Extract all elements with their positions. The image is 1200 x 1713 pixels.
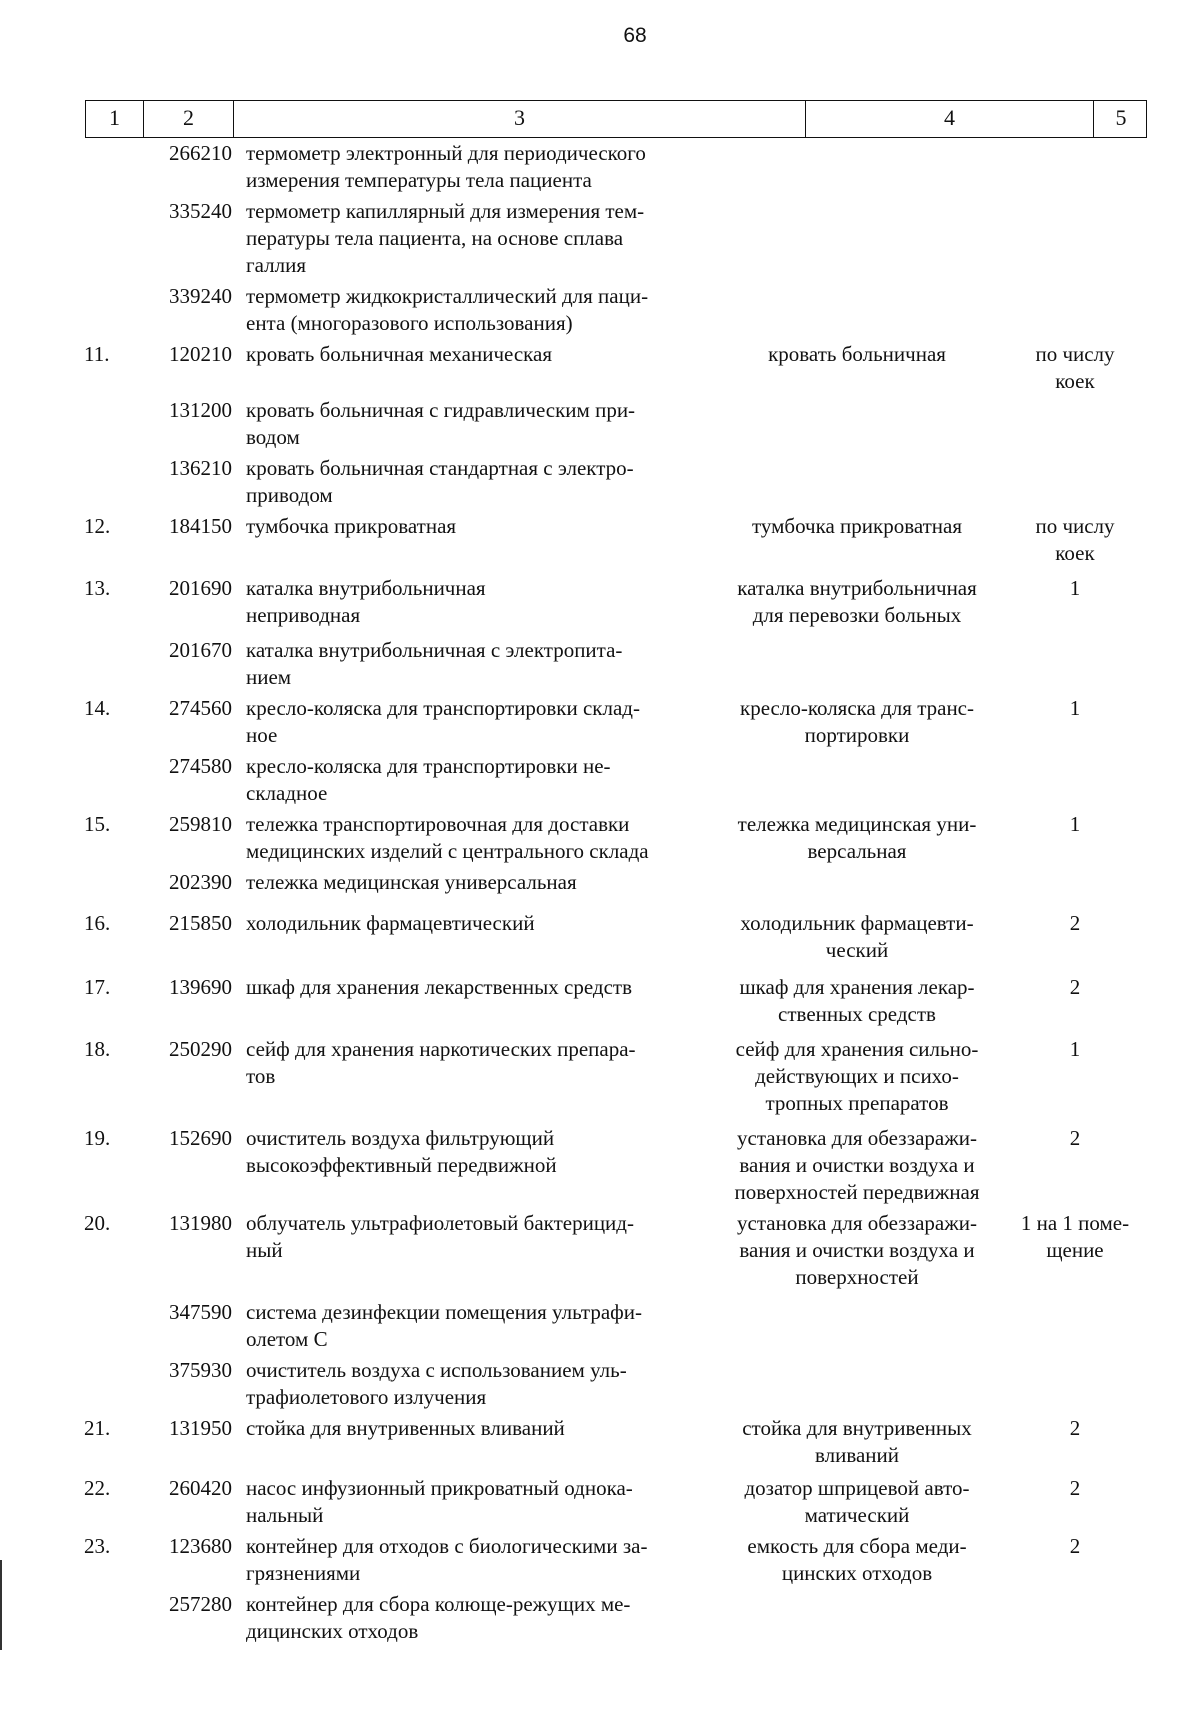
item-name [246,753,716,807]
item-type [712,1533,1002,1587]
item-code: 131200 [169,398,232,422]
item-quantity [1000,1036,1150,1063]
item-quantity [1000,695,1150,722]
header-col-2: 2 [144,101,234,137]
item-name-line: ента (многоразового использования) [246,311,573,335]
item-name-line: олетом С [246,1327,328,1351]
item-code: 131950 [169,1416,232,1440]
row-number: 18. [84,1037,111,1061]
table-row [0,1299,1200,1353]
item-type [712,513,1002,540]
item-quantity-line: 1 [1069,696,1081,720]
table-row [0,974,1200,1028]
table-row [0,455,1200,509]
item-name-line: складное [246,781,328,805]
item-name-line: измерения температуры тела пациента [246,168,592,192]
item-type-line: кресло-коляска для транс- [740,696,974,720]
item-name [246,455,716,509]
table-row [0,1210,1200,1291]
table-row [0,869,1200,896]
item-quantity-line: 2 [1069,911,1081,935]
item-type-line: матический [804,1503,910,1527]
item-name-line: медицинских изделий с центрального склада [246,839,649,863]
item-code: 250290 [169,1037,232,1061]
item-type-line: действующих и психо- [755,1064,959,1088]
item-type-line: вания и очистки воздуха и [739,1238,975,1262]
item-code: 347590 [169,1300,232,1324]
item-name [246,1299,716,1353]
item-name-line: кресло-коляска для транспортировки не- [246,754,611,778]
item-type-line: сейф для хранения сильно- [735,1037,979,1061]
item-type-line: емкость для сбора меди- [747,1534,967,1558]
item-code: 259810 [169,812,232,836]
item-type [712,910,1002,964]
item-type [712,974,1002,1028]
item-name-line: ный [246,1238,283,1262]
item-name [246,198,716,279]
item-name-line: нальный [246,1503,324,1527]
item-type-line: установка для обеззаражи- [737,1211,977,1235]
item-quantity-line: 1 [1069,576,1081,600]
item-name-line: очиститель воздуха фильтрующий [246,1126,555,1150]
header-col-5: 5 [1115,105,1127,130]
item-quantity [1000,1533,1150,1560]
item-type-line: ственных средств [778,1002,936,1026]
header-col-4: 4 [806,101,1094,137]
table-row [0,1591,1200,1645]
table-row [0,1125,1200,1206]
item-code: 266210 [169,141,232,165]
item-name-line: кресло-коляска для транспортировки склад- [246,696,640,720]
item-name-line: трафиолетового излучения [246,1385,487,1409]
item-name [246,1533,716,1587]
item-type-line: вания и очистки воздуха и [739,1153,975,1177]
item-type-line: для перевозки больных [752,603,962,627]
item-name [246,637,716,691]
item-type-line: стойка для внутривенных [742,1416,972,1440]
item-type [712,575,1002,629]
item-type-line: каталка внутрибольничная [737,576,977,600]
row-number: 20. [84,1211,111,1235]
item-quantity [1000,575,1150,602]
item-name [246,1591,716,1645]
item-type [712,1036,1002,1117]
item-code: 131980 [169,1211,232,1235]
item-code: 136210 [169,456,232,480]
item-type-line: дозатор шприцевой авто- [744,1476,970,1500]
item-type-line: версальная [807,839,907,863]
item-code: 335240 [169,199,232,223]
item-name-line: каталка внутрибольничная с электропита- [246,638,623,662]
item-code: 152690 [169,1126,232,1150]
item-name [246,140,716,194]
table-row [0,753,1200,807]
item-name-line: водом [246,425,300,449]
table-row [0,283,1200,337]
item-name [246,811,716,865]
item-name [246,283,716,337]
item-name-line: сейф для хранения наркотических препара- [246,1037,636,1061]
item-name-line: стойка для внутривенных вливаний [246,1416,565,1440]
item-name [246,397,716,451]
item-code: 375930 [169,1358,232,1382]
item-quantity-line: 2 [1069,975,1081,999]
item-name [246,1475,716,1529]
item-type-line: вливаний [814,1443,900,1467]
item-name-line: очиститель воздуха с использованием уль- [246,1358,627,1382]
item-name-line: контейнер для сбора колюще-режущих ме- [246,1592,631,1616]
item-quantity-line: 1 [1069,812,1081,836]
table-row [0,637,1200,691]
item-name-line: термометр жидкокристаллический для паци- [246,284,649,308]
item-name-line: дицинских отходов [246,1619,419,1643]
item-quantity-line: 2 [1069,1126,1081,1150]
row-number: 22. [84,1476,111,1500]
item-quantity-line: по числу [1035,342,1115,366]
item-code: 120210 [169,342,232,366]
item-name [246,1415,716,1442]
item-type-line: поверхностей [795,1265,919,1289]
table-header [85,100,1147,138]
item-name [246,1210,716,1264]
row-number: 17. [84,975,111,999]
table-row [0,140,1200,194]
item-code: 202390 [169,870,232,894]
row-number: 13. [84,576,111,600]
item-type [712,811,1002,865]
item-name-line: контейнер для отходов с биологическими за- [246,1534,648,1558]
item-name-line: высокоэффективный передвижной [246,1153,557,1177]
item-quantity [1000,811,1150,838]
item-name [246,341,716,368]
item-type [712,1210,1002,1291]
item-code: 274580 [169,754,232,778]
item-name-line: приводом [246,483,333,507]
table-body [0,140,1200,1649]
table-row [0,1036,1200,1117]
item-name-line: насос инфузионный прикроватный однока- [246,1476,633,1500]
table-row [0,513,1200,567]
item-type-line: ческий [825,938,889,962]
table-row [0,695,1200,749]
table-row [0,198,1200,279]
item-name-line: кровать больничная механическая [246,342,553,366]
item-type-line: установка для обеззаражи- [737,1126,977,1150]
item-code: 184150 [169,514,232,538]
row-number: 23. [84,1534,111,1558]
item-code: 257280 [169,1592,232,1616]
row-number: 12. [84,514,111,538]
item-type [712,341,1002,368]
item-quantity-line: щение [1046,1238,1104,1262]
item-quantity [1000,1210,1150,1264]
item-name-line: кровать больничная с гидравлическим при- [246,398,636,422]
item-name-line: облучатель ультрафиолетовый бактерицид- [246,1211,634,1235]
item-name-line: кровать больничная стандартная с электро- [246,456,634,480]
row-number: 11. [84,342,110,366]
table-row [0,811,1200,865]
item-name [246,513,716,540]
item-type-line: цинских отходов [781,1561,933,1585]
item-quantity-line: 2 [1069,1416,1081,1440]
item-quantity [1000,974,1150,1001]
item-name-line: галлия [246,253,306,277]
item-quantity-line: 1 на 1 поме- [1020,1211,1130,1235]
item-name-line: неприводная [246,603,361,627]
item-name-line: пературы тела пациента, на основе сплава [246,226,624,250]
row-number: 16. [84,911,111,935]
item-name [246,1125,716,1179]
item-name [246,1036,716,1090]
item-type [712,1125,1002,1206]
scan-margin-mark [0,1560,2,1650]
table-row [0,1475,1200,1529]
item-name-line: шкаф для хранения лекарственных средств [246,975,632,999]
table-row [0,397,1200,451]
item-code: 139690 [169,975,232,999]
item-name [246,869,716,896]
item-name [246,974,716,1001]
item-type-line: холодильник фармацевти- [740,911,974,935]
item-name-line: тележка медицинская универсальная [246,870,577,894]
item-code: 215850 [169,911,232,935]
item-quantity [1000,910,1150,937]
item-code: 274560 [169,696,232,720]
item-code: 201690 [169,576,232,600]
item-type-line: кровать больничная [768,342,946,366]
row-number: 19. [84,1126,111,1150]
item-name [246,575,716,629]
item-name-line: ное [246,723,278,747]
item-name-line: каталка внутрибольничная [246,576,486,600]
item-code: 201670 [169,638,232,662]
item-type-line: тумбочка прикроватная [751,514,963,538]
item-name [246,1357,716,1411]
item-quantity-line: коек [1055,541,1095,565]
item-type-line: тележка медицинская уни- [737,812,977,836]
item-type [712,695,1002,749]
item-name-line: холодильник фармацевтический [246,911,535,935]
table-row [0,1357,1200,1411]
item-name-line: система дезинфекции помещения ультрафи- [246,1300,642,1324]
item-type-line: тропных препаратов [765,1091,949,1115]
row-number: 14. [84,696,111,720]
item-name-line: тов [246,1064,276,1088]
page-number: 68 [623,24,647,47]
item-name [246,910,716,937]
row-number: 21. [84,1416,111,1440]
table-row [0,910,1200,964]
item-name-line: термометр электронный для периодического [246,141,646,165]
item-name-line: термометр капиллярный для измерения тем- [246,199,645,223]
item-name-line: нием [246,665,292,689]
item-code: 123680 [169,1534,232,1558]
item-quantity-line: 2 [1069,1476,1081,1500]
item-code: 339240 [169,284,232,308]
item-code: 260420 [169,1476,232,1500]
header-col-1: 1 [86,101,144,137]
item-quantity [1000,341,1150,395]
header-col-3: 3 [234,101,806,137]
item-quantity-line: коек [1055,369,1095,393]
item-name-line: грязнениями [246,1561,361,1585]
item-name [246,695,716,749]
table-row [0,575,1200,629]
item-quantity [1000,1125,1150,1152]
item-type-line: поверхностей передвижная [734,1180,980,1204]
table-row [0,1533,1200,1587]
item-type [712,1415,1002,1469]
table-row [0,341,1200,395]
item-quantity [1000,1475,1150,1502]
item-quantity [1000,513,1150,567]
item-type [712,1475,1002,1529]
item-name-line: тумбочка прикроватная [246,514,457,538]
table-row [0,1415,1200,1469]
item-type-line: шкаф для хранения лекар- [739,975,975,999]
item-type-line: портировки [804,723,910,747]
item-quantity-line: 1 [1069,1037,1081,1061]
item-quantity-line: по числу [1035,514,1115,538]
item-quantity-line: 2 [1069,1534,1081,1558]
row-number: 15. [84,812,111,836]
item-quantity [1000,1415,1150,1442]
item-name-line: тележка транспортировочная для доставки [246,812,630,836]
